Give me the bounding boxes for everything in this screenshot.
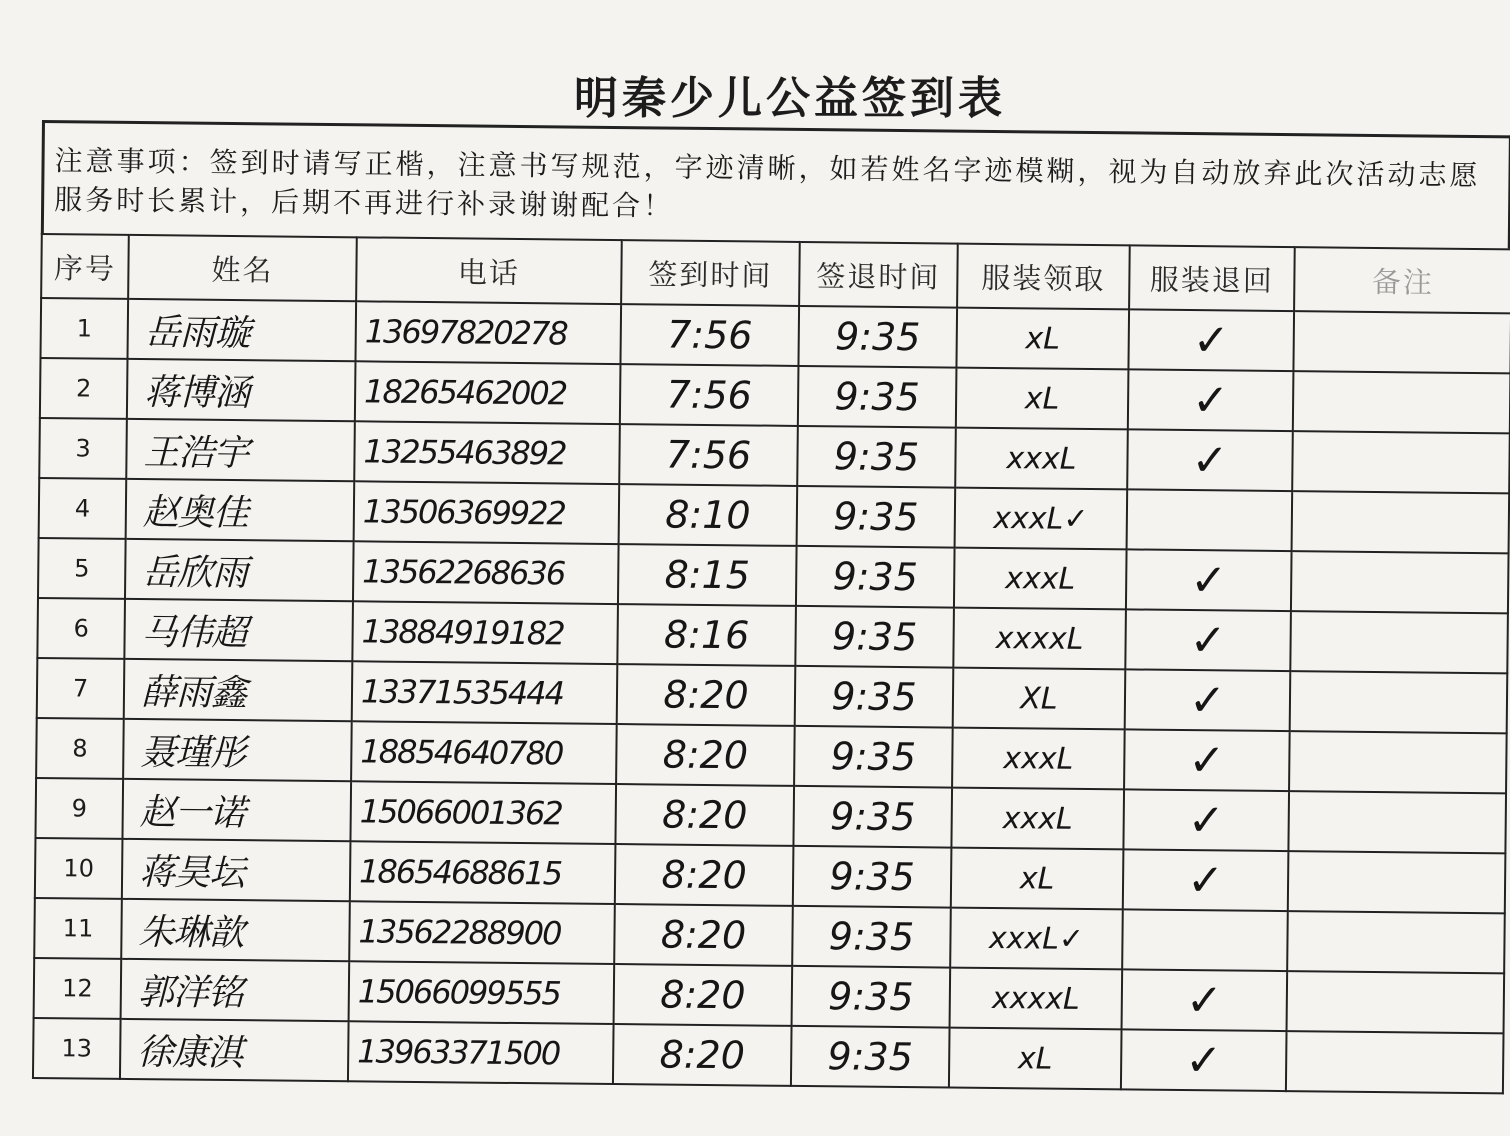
uniform-returned-mark-cell: [1128, 309, 1294, 371]
uniform-size: xL: [1025, 320, 1061, 357]
header-name: 姓名: [128, 235, 357, 301]
participant-name-cell: [122, 839, 351, 901]
uniform-returned-mark-cell: [1126, 549, 1292, 611]
phone-number-cell: [351, 721, 617, 784]
sign-in-time: 8:20: [663, 672, 749, 718]
sign-in-time: 7:56: [666, 372, 753, 418]
phone-number-cell: [354, 481, 620, 544]
participant-name-cell: [121, 899, 350, 961]
form-title: 明秦少儿公益签到表: [574, 73, 1006, 124]
sign-in-time: 8:20: [661, 792, 748, 838]
signin-table: [32, 233, 1510, 1094]
phone-number-cell: [352, 661, 618, 724]
participant-name: 赵奥佳: [142, 491, 249, 534]
participant-name-cell: [123, 719, 352, 781]
participant-name-cell: [124, 659, 353, 721]
participant-name: 马伟超: [141, 611, 247, 654]
uniform-returned-mark-cell: [1128, 369, 1294, 431]
uniform-size-cell: [953, 668, 1126, 730]
signin-sheet: [32, 120, 1510, 1136]
sign-in-time-cell: [614, 964, 793, 1026]
sign-out-time: 9:35: [828, 914, 915, 960]
row-number-cell: 2: [40, 358, 128, 419]
row-number-cell: 7: [37, 658, 125, 719]
uniform-returned-mark-cell: [1125, 609, 1291, 671]
participant-name: 薛雨鑫: [140, 671, 247, 714]
phone-number-cell: [353, 541, 619, 604]
uniform-returned-mark: ✓: [1191, 374, 1230, 426]
uniform-size-cell: [954, 548, 1127, 610]
uniform-size: xxxL: [1003, 740, 1074, 777]
sign-out-time-cell: [798, 306, 957, 368]
phone-number: 18265462002: [363, 372, 567, 413]
uniform-size: xL: [1019, 860, 1055, 897]
participant-name-cell: [125, 539, 354, 601]
remarks-cell: [1293, 311, 1510, 373]
uniform-returned-mark: ✓: [1185, 1034, 1223, 1086]
uniform-returned-mark-cell: [1124, 729, 1290, 791]
sign-in-time-cell: [615, 784, 794, 846]
row-number-cell: 8: [36, 718, 124, 779]
phone-number-cell: [355, 301, 621, 364]
sign-out-time: 9:35: [834, 314, 921, 360]
uniform-returned-mark: ✓: [1186, 854, 1225, 906]
sign-out-time: 9:35: [832, 554, 919, 600]
sign-out-time: 9:35: [832, 494, 919, 540]
participant-name: 蒋昊坛: [138, 851, 245, 894]
uniform-size: xxxL: [1006, 440, 1077, 477]
phone-number: 13371535444: [360, 672, 564, 713]
uniform-returned-mark-cell: [1121, 1029, 1287, 1091]
phone-number: 15066099555: [357, 972, 561, 1013]
participant-name: 蒋博涵: [143, 371, 250, 414]
sign-out-time-cell: [794, 726, 953, 788]
sign-out-time: 9:35: [831, 614, 918, 660]
header-sign-out: 签退时间: [799, 242, 958, 308]
sign-in-time-cell: [617, 664, 796, 726]
uniform-size-cell: [952, 728, 1125, 790]
uniform-returned-mark-cell: [1123, 789, 1289, 851]
phone-number: 18654688615: [358, 852, 562, 893]
phone-number: 13255463892: [363, 432, 566, 473]
uniform-size-cell: [953, 608, 1126, 670]
sign-out-time-cell: [792, 906, 951, 968]
participant-name: 朱琳歆: [138, 911, 244, 954]
phone-number: 13884919182: [361, 612, 564, 653]
uniform-size: xxxL✓: [993, 500, 1089, 537]
header-uniform-returned: 服装退回: [1129, 245, 1295, 311]
sign-in-time-cell: [617, 604, 796, 666]
sign-out-time-cell: [793, 846, 952, 908]
uniform-size: XL: [1020, 680, 1058, 717]
remarks-cell: [1288, 791, 1506, 853]
sign-out-time: 9:35: [829, 854, 916, 900]
uniform-size-cell: [955, 488, 1128, 550]
uniform-size: xL: [1024, 380, 1060, 417]
sign-in-time-cell: [614, 904, 793, 966]
uniform-size: xxxxL: [991, 980, 1080, 1017]
phone-number-cell: [355, 361, 621, 424]
sign-in-time-cell: [613, 1024, 792, 1086]
sign-out-time-cell: [798, 366, 957, 428]
participant-name-cell: [120, 1019, 349, 1081]
sign-out-time: 9:35: [827, 1034, 914, 1080]
phone-number-cell: [349, 961, 615, 1024]
phone-number-cell: [354, 421, 620, 484]
sign-in-time: 8:20: [661, 852, 748, 898]
uniform-size: xxxxL: [995, 620, 1084, 657]
remarks-cell: [1292, 491, 1510, 553]
phone-number: 13963371500: [357, 1032, 560, 1073]
participant-name: 王浩宇: [143, 431, 249, 474]
uniform-size-cell: [956, 368, 1129, 430]
uniform-returned-mark: ✓: [1187, 794, 1225, 846]
row-number-cell: 6: [37, 598, 125, 659]
sign-out-time: 9:35: [827, 974, 914, 1020]
sign-out-time-cell: [795, 666, 954, 728]
sign-in-time: 8:20: [659, 972, 746, 1018]
uniform-returned-mark: ✓: [1188, 674, 1227, 726]
sign-in-time: 8:16: [663, 612, 750, 658]
uniform-size-cell: [951, 788, 1124, 850]
row-number-cell: 9: [35, 778, 123, 839]
uniform-returned-mark-cell: [1123, 849, 1289, 911]
sign-out-time-cell: [797, 486, 956, 548]
sign-out-time: 9:35: [834, 374, 921, 420]
uniform-size: xxxL: [1005, 560, 1076, 597]
participant-name-cell: [128, 299, 357, 361]
phone-number-cell: [350, 781, 616, 844]
phone-number-cell: [352, 601, 618, 664]
uniform-returned-mark: ✓: [1189, 614, 1227, 666]
participant-name-cell: [127, 359, 356, 421]
uniform-returned-mark-cell: [1127, 429, 1293, 491]
sign-in-time: 7:56: [665, 432, 752, 478]
phone-number: 13697820278: [364, 312, 567, 353]
phone-number-cell: [350, 841, 616, 904]
uniform-size-cell: [949, 1028, 1122, 1090]
remarks-cell: [1288, 851, 1506, 913]
notice-text: 注意事项：签到时请写正楷，注意书写规范，字迹清晰，如若姓名字迹模糊，视为自动放弃此次活动志愿服务时长累计，后期不再进行补录谢谢配合！: [41, 120, 1510, 248]
uniform-size-cell: [950, 908, 1123, 970]
uniform-returned-mark: ✓: [1191, 434, 1229, 486]
sign-in-time: 8:20: [659, 1032, 746, 1078]
uniform-size-cell: [956, 308, 1129, 370]
uniform-returned-mark-cell: [1122, 909, 1288, 971]
sign-out-time-cell: [792, 966, 951, 1028]
participant-name: 赵一诺: [139, 791, 245, 834]
participant-name: 聂瑾彤: [140, 731, 246, 774]
row-number-cell: 12: [34, 958, 122, 1019]
uniform-returned-mark: ✓: [1185, 974, 1224, 1026]
uniform-returned-mark: ✓: [1190, 554, 1228, 606]
remarks-cell: [1292, 431, 1510, 493]
sign-out-time-cell: [795, 606, 954, 668]
sign-out-time: 9:35: [830, 734, 917, 780]
phone-number: 13506369922: [362, 492, 566, 533]
sign-in-time: 8:20: [662, 732, 749, 778]
row-number-cell: 11: [34, 898, 122, 959]
participant-name: 岳雨璇: [144, 311, 251, 354]
remarks-cell: [1293, 371, 1510, 433]
header-phone: 电话: [356, 237, 622, 304]
uniform-size: xxxL✓: [988, 920, 1085, 957]
sign-in-time: 8:20: [660, 912, 747, 958]
sign-out-time-cell: [797, 426, 956, 488]
phone-number-cell: [349, 901, 615, 964]
uniform-returned-mark: ✓: [1188, 734, 1226, 786]
phone-number: 18854640780: [360, 732, 563, 773]
header-sign-in: 签到时间: [621, 240, 800, 306]
participant-name-cell: [126, 419, 355, 481]
sign-out-time: 9:35: [829, 794, 916, 840]
sign-in-time-cell: [615, 844, 794, 906]
sign-out-time: 9:35: [833, 434, 920, 480]
sign-in-time: 8:15: [664, 552, 751, 598]
phone-number: 13562288900: [358, 912, 561, 953]
remarks-cell: [1290, 611, 1508, 673]
row-number-cell: 5: [38, 538, 126, 599]
participant-name: 徐康淇: [137, 1031, 243, 1074]
participant-name-cell: [126, 479, 355, 541]
sign-in-time-cell: [618, 544, 797, 606]
header-uniform-collected: 服装领取: [957, 244, 1130, 310]
participant-name: 岳欣雨: [142, 551, 248, 594]
uniform-returned-mark-cell: [1127, 489, 1293, 551]
sign-in-time-cell: [620, 364, 799, 426]
sign-in-time-cell: [619, 424, 798, 486]
participant-name-cell: [122, 779, 351, 841]
row-number-cell: 4: [39, 478, 127, 539]
uniform-size-cell: [955, 428, 1128, 490]
phone-number: 13562268636: [362, 552, 565, 593]
participant-name: 郭洋铭: [137, 971, 244, 1014]
header-remarks: 备注: [1294, 247, 1510, 313]
row-number-cell: 13: [33, 1018, 121, 1079]
row-number-cell: 1: [41, 298, 129, 359]
sign-in-time-cell: [620, 304, 799, 366]
uniform-size-cell: [951, 848, 1124, 910]
sign-out-time-cell: [796, 546, 955, 608]
remarks-cell: [1287, 911, 1505, 973]
sign-out-time-cell: [793, 786, 952, 848]
header-no: 序号: [41, 234, 129, 299]
sign-out-time: 9:35: [831, 674, 917, 720]
remarks-cell: [1287, 971, 1505, 1033]
phone-number-cell: [348, 1021, 614, 1084]
row-number-cell: 3: [39, 418, 127, 479]
remarks-cell: [1290, 671, 1508, 733]
participant-name-cell: [121, 959, 350, 1021]
remarks-cell: [1289, 731, 1507, 793]
sign-out-time-cell: [791, 1026, 950, 1088]
participant-name-cell: [124, 599, 353, 661]
sign-in-time-cell: [616, 724, 795, 786]
uniform-returned-mark: ✓: [1192, 314, 1230, 366]
uniform-size: xL: [1017, 1040, 1053, 1077]
uniform-size: xxxL: [1002, 800, 1073, 837]
uniform-size-cell: [950, 968, 1123, 1030]
sign-in-time: 8:10: [665, 492, 751, 538]
sign-in-time: 7:56: [666, 312, 753, 358]
row-number-cell: 10: [35, 838, 123, 899]
sign-in-time-cell: [619, 484, 798, 546]
uniform-returned-mark-cell: [1125, 669, 1291, 731]
remarks-cell: [1286, 1031, 1504, 1093]
uniform-returned-mark-cell: [1122, 969, 1288, 1031]
phone-number: 15066001362: [359, 792, 562, 833]
remarks-cell: [1291, 551, 1509, 613]
